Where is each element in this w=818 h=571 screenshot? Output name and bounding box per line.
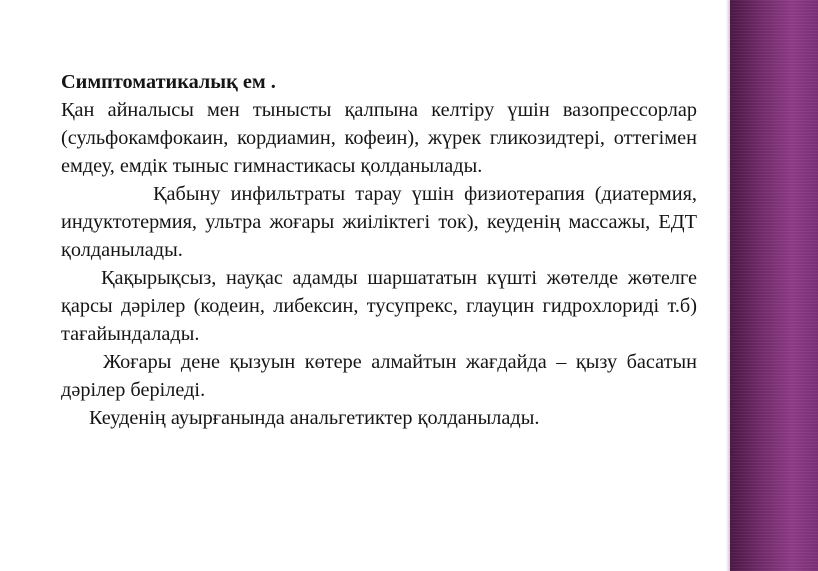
slide-title: Симптоматикалық ем .	[61, 71, 276, 93]
paragraph-fever: Жоғары дене қызуын көтере алмайтын жағдайда – қызу басатын дәрілер беріледі.	[61, 351, 697, 401]
paragraph-pain: Кеуденің ауырғанында анальгетиктер қолданылады.	[89, 407, 540, 429]
paragraph-physiotherapy: Қабыну инфильтраты тарау үшін физиотерапия (диатермия, индуктотермия, ультра жоғары жиіліктегі ток), кеуденің массажы, ЕДТ қолданылады.	[61, 183, 697, 261]
paragraph-treatment: Қан айналысы мен тынысты қалпына келтіру үшін вазопрессорлар (сульфокамфокаин, кордиамин, кофеин), жүрек гликозидтері, оттегімен емдеу, емдік тыныс гимнастикасы қолданылады.	[61, 99, 697, 177]
paragraph-cough: Қақырықсыз, науқас адамды шаршататын күшті жөтелде жөтелге қарсы дәрілер (кодеин, либексин, тусупрекс, глауцин гидрохлориді т.б) тағайындалады.	[61, 267, 697, 345]
decorative-side-bar	[730, 0, 818, 571]
slide-text	[61, 68, 697, 432]
